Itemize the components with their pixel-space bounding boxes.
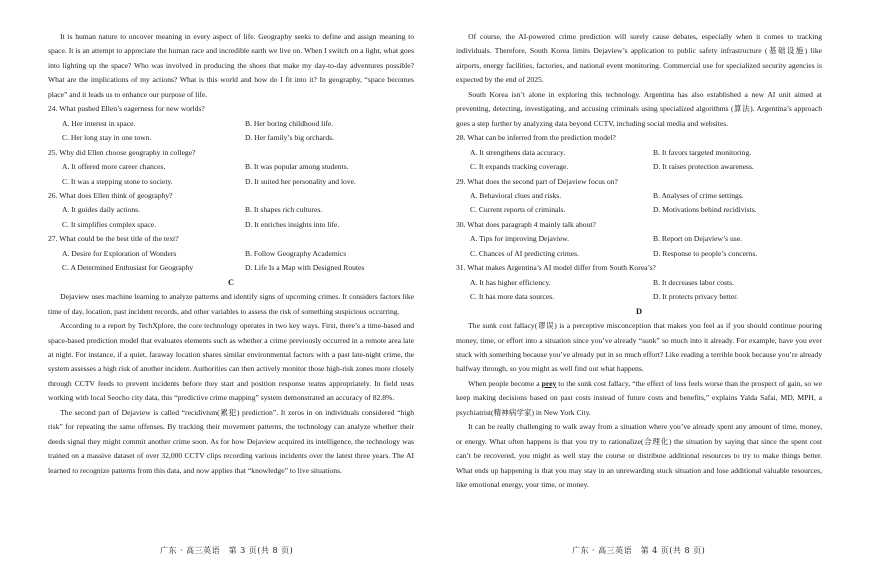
question-stem: 27. What could be the best title of the text?	[48, 234, 179, 244]
question-26	[48, 189, 414, 232]
question-27	[48, 232, 414, 275]
option-c: C. Current reports of criminals.	[470, 205, 566, 215]
passage-d-paragraph-1: The sunk cost fallacy(谬误) is a perceptive misconception that makes you feel as if you should continue pouring money, time, or effort into a situation since you’ve already “sunk” so much into it already. For example, have you ever stuck with something because you’ve already put in so much effort? Like reading a terrible book because you’re already halfway through, so you might as well find out what happens.	[456, 321, 822, 374]
option-b: B. It was popular among students.	[245, 162, 349, 172]
question-29	[456, 175, 822, 218]
section-d-heading: D	[635, 306, 643, 316]
passage-c-paragraph-5: South Korea isn’t alone in exploring this technology. Argentina has also established a new AI unit aimed at preventing, detecting, investigating, and accusing criminals using specialized algorithms (算法). Argentina’s approach goes a step further by analyzing data beyond CCTV, including social media and websites.	[456, 89, 822, 128]
option-a: A. It has higher efficiency.	[470, 277, 551, 287]
question-28	[456, 131, 822, 174]
question-30	[456, 218, 822, 261]
right-column	[456, 30, 822, 493]
question-stem: 29. What does the second part of Dejaview focus on?	[456, 176, 618, 186]
option-b: B. Analyses of crime settings.	[653, 190, 744, 200]
paragraph-text-before: When people become a	[468, 378, 542, 388]
option-a: A. Tips for improving Dejaview.	[470, 234, 570, 244]
question-25	[48, 146, 414, 189]
passage-c-paragraph-4: Of course, the AI-powered crime prediction will surely cause debates, especially when it comes to tracking individuals. Therefore, South Korea limits Dejaview’s application to public safety infrastructure (基础设施) like airports, energy facilities, factories, and national event monitoring. Commercial use for specialized security agencies is expected by the end of 2025.	[456, 32, 822, 85]
option-d: D. It suited her personality and love.	[245, 176, 356, 186]
option-b: B. It decreases labor costs.	[653, 277, 734, 287]
page-footer-right: 广东 · 高三英语 第 4 页(共 8 页)	[572, 546, 706, 555]
question-stem: 30. What does paragraph 4 mainly talk about?	[456, 219, 596, 229]
paragraph-text-after: to the sunk cost fallacy, “the effect of loss feels worse than the prospect of gain, so we keep making decisions based on past costs instead of future costs and benefits,” explains Yalda Safai, MD, MPH, a psychiatrist(精神病学家) in New York City.	[456, 378, 822, 417]
option-c: C. Chances of AI predicting crimes.	[470, 248, 580, 258]
option-b: B. Follow Geography Academics	[245, 248, 347, 258]
left-column	[48, 30, 414, 478]
question-31	[456, 261, 822, 304]
page-footer-left: 广东 · 高三英语 第 3 页(共 8 页)	[160, 546, 294, 555]
passage-d-paragraph-2	[456, 377, 822, 420]
question-stem: 25. Why did Ellen choose geography in college?	[48, 147, 196, 157]
option-d: D. Life Is a Map with Designed Routes	[245, 263, 365, 273]
option-b: B. Report on Dejaview’s use.	[653, 234, 743, 244]
question-stem: 31. What makes Argentina’s AI model differ from South Korea’s?	[456, 263, 656, 273]
option-d: D. It protects privacy better.	[653, 292, 739, 302]
option-d: D. Her family’s big orchards.	[245, 133, 334, 143]
option-a: A. Behavioral clues and risks.	[470, 190, 562, 200]
section-c-heading: C	[227, 277, 235, 287]
passage-c-paragraph-1: Dejaview uses machine learning to analyze patterns and identify signs of upcoming crimes. It considers factors like time of day, location, past incident records, and other variables to assess the risk of something suspicious occurring.	[48, 292, 414, 316]
option-c: C. It has more data sources.	[470, 292, 555, 302]
option-d: D. Response to people’s concerns.	[653, 248, 758, 258]
option-a: A. Her interest in space.	[62, 118, 136, 128]
option-d: D. Motivations behind recidivists.	[653, 205, 757, 215]
underlined-keyword: prey	[541, 378, 557, 388]
option-a: A. It offered more career chances.	[62, 162, 166, 172]
passage-d-paragraph-3: It can be really challenging to walk away from a situation where you’ve already spent any amount of time, money, or energy. What often happens is that you try to rationalize(合理化) the situation by saying that since the spent cost can’t be recovered, you might as well stay the course or distribute additional resources to try to make things better. What ends up happening is that you may stay in an unrewarding stuck situation and lose additional valuable resources, like emotional energy, your time, or money.	[456, 422, 822, 490]
option-c: C. Her long stay in one town.	[62, 133, 152, 143]
option-c: C. A Determined Enthusiast for Geography	[62, 263, 194, 273]
question-stem: 26. What does Ellen think of geography?	[48, 190, 173, 200]
question-stem: 28. What can be inferred from the prediction model?	[456, 133, 616, 143]
question-stem: 24. What pushed Ellen’s eagerness for new worlds?	[48, 104, 205, 114]
option-b: B. It favors targeted monitoring.	[653, 147, 752, 157]
option-c: C. It simplifies complex space.	[62, 219, 157, 229]
passage-c-paragraph-3: The second part of Dejaview is called “recidivism(累犯) prediction”. It zeros in on individuals considered “high risk” for repeating the same offenses. By tracking their movement patterns, the technology can analyze whether their deeds signal they might commit another crime soon. As for how Dejaview acquired its intelligence, the technology was trained on a massive dataset of over 32,000 CCTV clips recording various incidents over the latest three years. The AI learned to recognize patterns from this data, and now applies that “knowledge” to live situations.	[48, 407, 414, 475]
question-24	[48, 102, 414, 145]
option-a: A. It strengthens data accuracy.	[470, 147, 566, 157]
passage-b-closing-paragraph: It is human nature to uncover meaning in every aspect of life. Geography seeks to define and assign meaning to space. It is an attempt to appreciate the human race and incredible earth we live on. When I switch on a light, what goes into lighting up the space? Who was involved in producing the shoes that make my day-to-day adventures possible? What are the implications of my actions? What is this world and how do I fit into it? In geography, “space becomes place” and it leads us to enhance our purpose of life.	[48, 32, 414, 99]
option-b: B. It shapes rich cultures.	[245, 205, 323, 215]
option-d: D. It enriches insights into life.	[245, 219, 340, 229]
option-a: A. Desire for Exploration of Wonders	[62, 248, 177, 258]
option-a: A. It guides daily actions.	[62, 205, 141, 215]
option-d: D. It raises protection awareness.	[653, 162, 754, 172]
passage-c-paragraph-2: According to a report by TechXplore, the core technology operates in two key ways. First, there’s a time-based and space-based prediction model that evaluates elements such as whether a crime previously occurred in a remote area late at night. For instance, if a quiet, faraway location shares similar environmental factors with a past late-night crime, the system assesses a high risk of another incident. Authorities can then actively monitor those high-risk zones more closely through CCTV feeds to prevent incidents before they start and position response teams appropriately. In field tests working with local Seocho city data, this “predictive crime mapping” system demonstrated an accuracy of 82.8%.	[48, 321, 414, 403]
option-c: C. It was a stepping stone to society.	[62, 176, 173, 186]
option-b: B. Her boring childhood life.	[245, 118, 334, 128]
option-c: C. It expands tracking coverage.	[470, 162, 569, 172]
